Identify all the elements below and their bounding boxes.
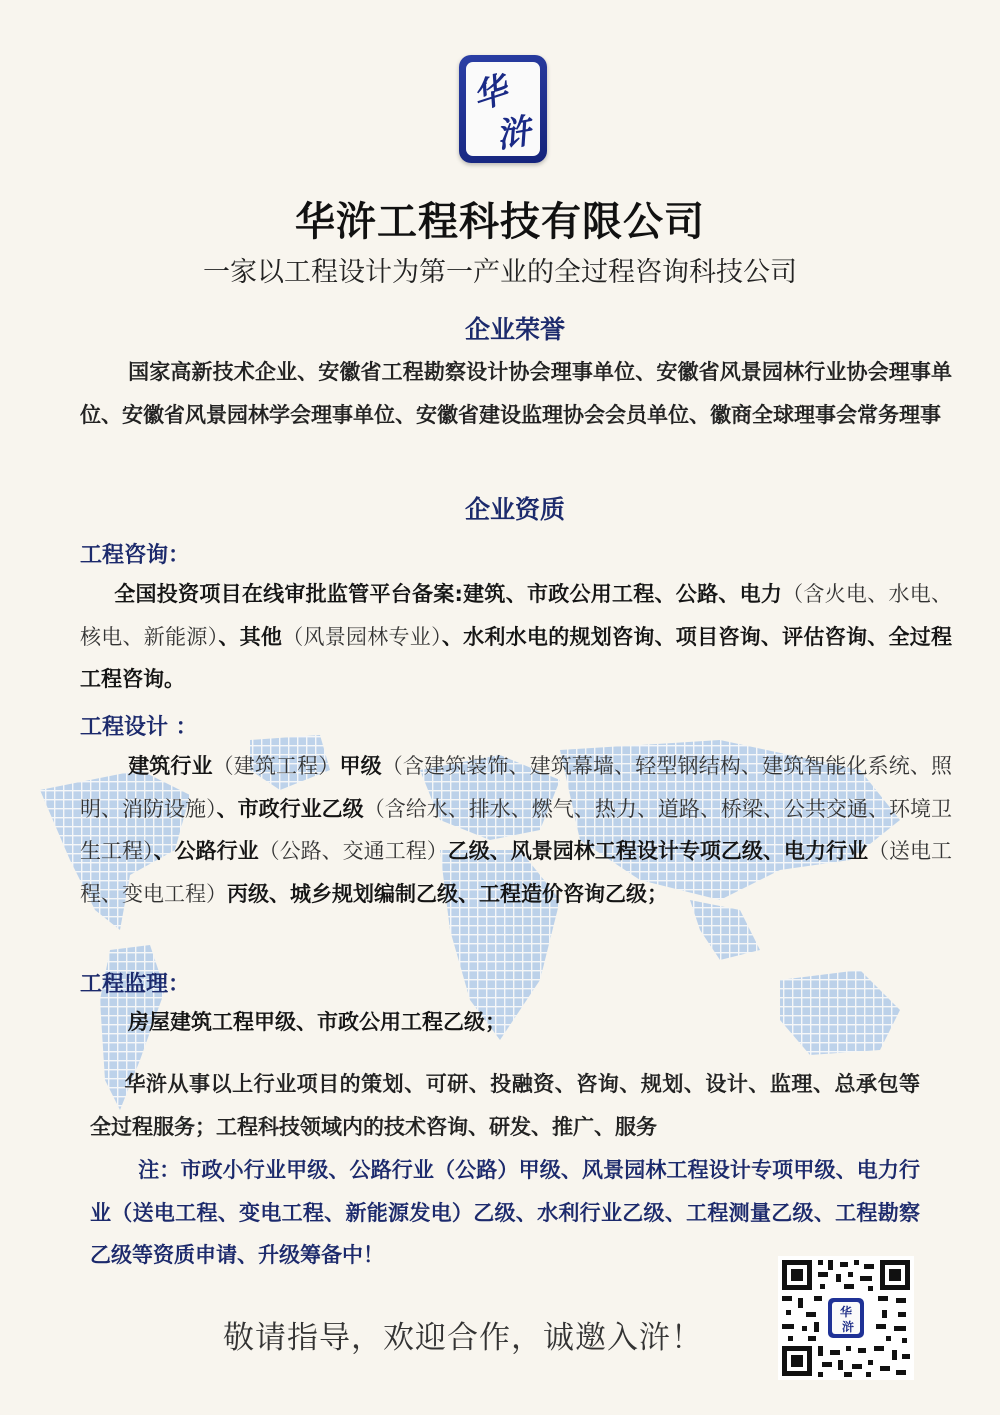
design-n5: （送电工程、变电工程） — [80, 839, 953, 906]
qr-logo-char-1: 华 — [839, 1305, 853, 1319]
design-n4: （公路、交通工程） — [258, 839, 448, 863]
design-b1: 建筑行业 — [128, 754, 213, 778]
consulting-n2: （风景园林专业） — [282, 624, 442, 649]
company-name: 华浒工程科技有限公司 — [295, 199, 705, 245]
services-body: 华浒从事以上行业项目的策划、可研、投融资、咨询、规划、设计、监理、总承包等全过程服务；工程科技领域内的技术咨询、研发、推广、服务 — [90, 1072, 920, 1139]
design-n3: （含给水、排水、燃气、热力、道路、桥梁、公共交通、环境卫生工程） — [80, 796, 953, 863]
qr-logo-char-2: 浒 — [841, 1320, 855, 1334]
qr-code[interactable] — [778, 1256, 914, 1380]
consulting-b3: 、水利水电的规划咨询、项目咨询、评估咨询、全过程工程咨询。 — [80, 624, 953, 691]
footer-slogan: 敬请指导，欢迎合作，诚邀入浒！ — [223, 1320, 703, 1356]
consulting-b2: 、其他 — [218, 624, 283, 649]
design-text — [80, 745, 952, 915]
logo-char-1: 华 — [467, 69, 513, 119]
supervision-text — [80, 1001, 952, 1044]
honors-heading: 企业荣誉 — [464, 315, 565, 344]
design-b5: 乙级、风景园林工程设计专项乙级、电力行业 — [447, 839, 868, 863]
honors-text — [80, 351, 952, 436]
note-body: 注：市政小行业甲级、公路行业（公路）甲级、风景园林工程设计专项甲级、电力行业（送电工程、变电工程、新能源发电）乙级、水利行业乙级、工程测量乙级、工程勘察乙级等资质申请、升级筹备中！ — [90, 1158, 920, 1267]
consulting-text — [80, 573, 952, 701]
logo-char-2: 浒 — [493, 111, 534, 157]
honors-body: 国家高新技术企业、安徽省工程勘察设计协会理事单位、安徽省风景园林行业协会理事单位、安徽省风景园林学会理事单位、安徽省建设监理协会会员单位、徽商全球理事会常务理事 — [80, 360, 952, 427]
company-logo — [459, 55, 547, 163]
design-b6: 丙级、城乡规划编制乙级、工程造价咨询乙级； — [227, 881, 668, 906]
supervision-body: 房屋建筑工程甲级、市政公用工程乙级； — [128, 1010, 506, 1034]
design-n1: （建筑工程） — [212, 754, 340, 778]
design-n2: （含建筑装饰、建筑幕墙、轻型钢结构、建筑智能化系统、照明、消防设施） — [80, 754, 953, 821]
supervision-label: 工程监理： — [80, 972, 191, 997]
services-text — [90, 1063, 920, 1148]
consulting-label: 工程咨询： — [80, 543, 191, 568]
design-b2: 甲级 — [339, 754, 382, 778]
company-tagline: 一家以工程设计为第一产业的全过程咨询科技公司 — [203, 257, 797, 288]
design-b4: 、公路行业 — [153, 839, 259, 863]
design-b3: 、市政行业乙级 — [216, 796, 364, 821]
qualifications-heading: 企业资质 — [464, 495, 565, 524]
design-label: 工程设计 ： — [80, 715, 198, 740]
consulting-b1: 全国投资项目在线审批监管平台备案:建筑、市政公用工程、公路、电力 — [114, 582, 783, 606]
consulting-n1: （含火电、水电、核电、新能源） — [80, 582, 952, 649]
